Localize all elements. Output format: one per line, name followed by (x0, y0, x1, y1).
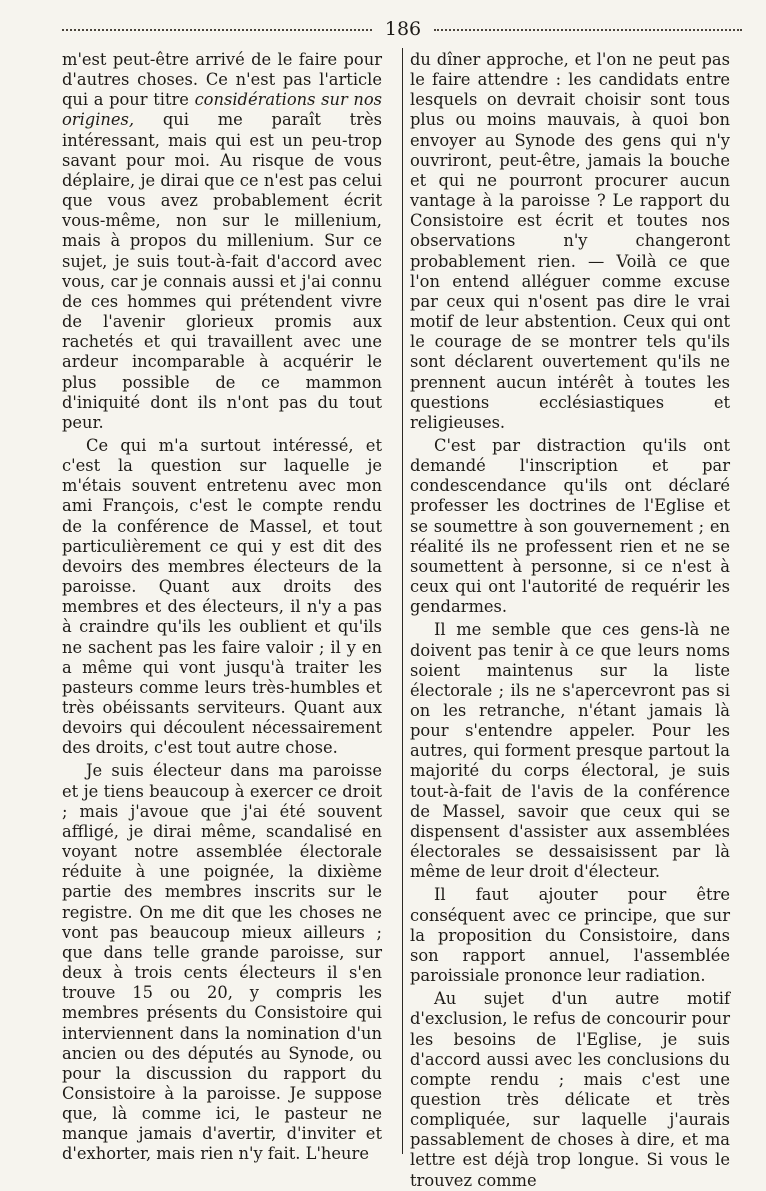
document-page (62, 14, 742, 1190)
paragraph: Il faut ajouter pour être conséquent avec ce principe, que sur la proposition du Consistoire, dans son rapport annuel, l'assemblée paroissiale prononce leur radiation. (410, 885, 730, 986)
paragraph: Ce qui m'a surtout intéressé, et c'est la question sur laquelle je m'étais souvent entretenu avec mon ami François, c'est le compte rendu de la conférence de Massel, et tout particulièrement ce qui y est dit des devoirs des membres électeurs de la paroisse. Quant aux droits des membres et des électeurs, il n'y a pas à craindre qu'ils les oublient et qu'ils ne sachent pas les faire valoir ; il y en a même qui vont jusqu'à traiter les pasteurs comme leurs très-humbles et très obéissants serviteurs. Quant aux devoirs qui découlent nécessairement des droits, c'est tout autre chose. (62, 435, 382, 758)
header-rule-right (434, 29, 742, 31)
column-divider (402, 48, 403, 1154)
page-header (62, 14, 742, 44)
paragraph: Je suis électeur dans ma paroisse et je tiens beaucoup à exercer ce droit ; mais j'avoue que j'ai été souvent affligé, je dirai même, scandalisé en voyant notre assemblée électorale réduite à une poignée, la dixième partie des membres inscrits sur le registre. On me dit que les choses ne vont pas beaucoup mieux ailleurs ; que dans telle grande paroisse, sur deux à trois cents électeurs il s'en trouve 15 ou 20, y compris les membres présents du Consistoire qui interviennent dans la nomination d'un ancien ou des députés au Synode, ou pour la discussion du rapport du Consistoire à la paroisse. Je suppose que, là comme ici, le pasteur ne manque jamais d'avertir, d'inviter et d'exhorter, mais rien n'y fait. L'heure (62, 761, 382, 1164)
right-column (410, 50, 730, 1190)
paragraph: C'est par distraction qu'ils ont demandé l'inscription et par condescendance qu'ils ont déclaré professer les doctrines de l'Eglise et se soumettre à son gouvernement ; en réalité ils ne professent rien et ne se soumettent à personne, si ce n'est à ceux qui ont l'autorité de requérir les gendarmes. (410, 435, 730, 617)
paragraph-text: m'est peut-être arrivé de le faire pour d'autres choses. Ce n'est pas l'article qui a pour titre (62, 50, 382, 110)
article-title-italic: considérations sur nos origines, (62, 90, 383, 130)
paragraph: Il me semble que ces gens-là ne doivent pas tenir à ce que leurs noms soient maintenus sur la liste électorale ; ils ne s'apercevront pas si on les retranche, n'étant jamais là pour s'entendre appeler. Pour les autres, qui forment presque partout la majorité du corps électoral, je suis tout-à-fait de l'avis de la conférence de Massel, savoir que ceux qui se dispensent d'assister aux assemblées électorales se dessaisissent par là même de leur droit d'électeur. (410, 620, 730, 882)
left-column (62, 50, 383, 1164)
paragraph-text: qui me paraît très intéressant, mais qui est un peu-trop savant pour moi. Au risque de vous déplaire, je dirai que ce n'est pas celui que vous avez probablement écrit vous-même, non sur le millenium, mais à propos du millenium. Sur ce sujet, je suis tout-à-fait d'accord avec vous, car je connais aussi et j'ai connu de ces hommes qui prétendent vivre de l'avenir glorieux promis aux rachetés et qui travaillent avec une ardeur incomparable à acquérir le plus possible de ce mammon d'iniquité dont ils n'ont pas du tout peur. (62, 110, 382, 432)
header-rule-left (62, 29, 372, 31)
paragraph: du dîner approche, et l'on ne peut pas le faire attendre : les candidats entre lesquels on devrait choisir sont tous plus ou moins mauvais, à quoi bon envoyer au Synode des gens qui n'y ouvriront, peut-être, jamais la bouche et qui ne pourront procurer aucun vantage à la paroisse ? Le rapport du Consistoire est écrit et toutes nos observations n'y changeront probablement rien. — Voilà ce que l'on entend alléguer comme excuse par ceux qui n'osent pas dire le vrai motif de leur abstention. Ceux qui ont le courage de se montrer tels qu'ils sont déclarent ouvertement qu'ils ne prennent aucun intérêt à toutes les questions ecclésiastiques et religieuses. (410, 50, 730, 432)
paragraph: Au sujet d'un autre motif d'exclusion, le refus de concourir pour les besoins de l'Eglise, je suis d'accord aussi avec les conclusions du compte rendu ; mais c'est une question très délicate et très compliquée, sur laquelle j'aurais passablement de choses à dire, et ma lettre est déjà trop longue. Si vous le trouvez comme (410, 989, 730, 1190)
paragraph (62, 50, 382, 433)
page-number: 186 (384, 18, 422, 40)
